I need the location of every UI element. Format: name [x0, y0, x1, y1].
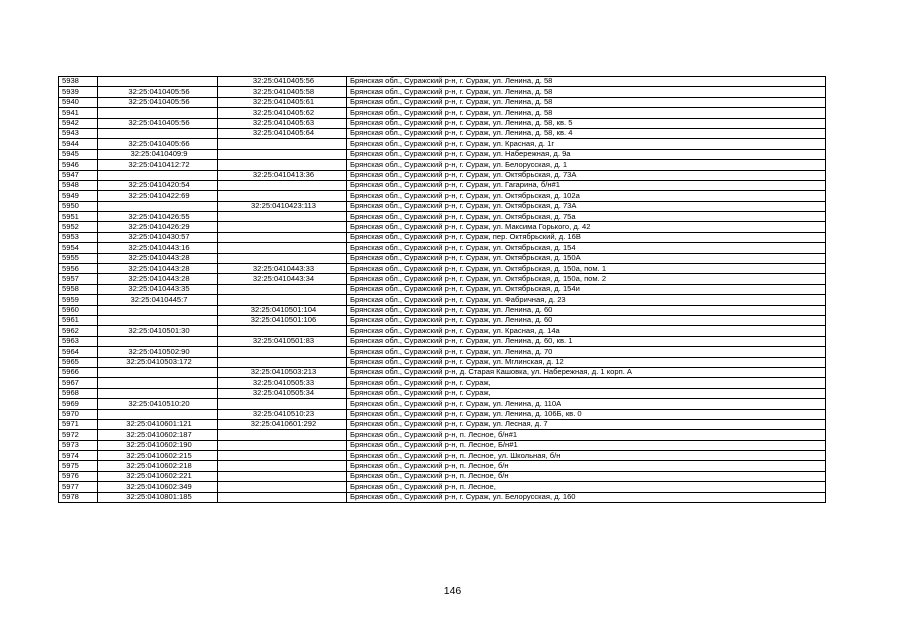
table-row	[59, 367, 826, 377]
new-cadastral-number-cell: 32:25:0410505:33	[218, 378, 347, 388]
row-number-cell: 5953	[59, 232, 98, 242]
table-row	[59, 201, 826, 211]
cadastral-number-cell: 32:25:0410502:90	[98, 347, 218, 357]
row-number-cell: 5977	[59, 482, 98, 492]
row-number-cell: 5951	[59, 212, 98, 222]
cadastral-number-cell	[98, 170, 218, 180]
address-cell: Брянская обл., Суражский р-н, г. Сураж, ул. Ленина, д. 58, кв. 5	[347, 118, 826, 128]
address-cell: Брянская обл., Суражский р-н, п. Лесное,	[347, 482, 826, 492]
table-row	[59, 388, 826, 398]
address-cell: Брянская обл., Суражский р-н, г. Сураж, ул. Гагарина, б/н#1	[347, 180, 826, 190]
address-cell: Брянская обл., Суражский р-н, г. Сураж, пер. Октябрьский, д. 16В	[347, 232, 826, 242]
table-row	[59, 378, 826, 388]
new-cadastral-number-cell: 32:25:0410443:33	[218, 264, 347, 274]
table-row	[59, 212, 826, 222]
new-cadastral-number-cell	[218, 212, 347, 222]
new-cadastral-number-cell: 32:25:0410505:34	[218, 388, 347, 398]
table-row	[59, 191, 826, 201]
new-cadastral-number-cell	[218, 232, 347, 242]
address-cell: Брянская обл., Суражский р-н, г. Сураж,	[347, 388, 826, 398]
table-row	[59, 160, 826, 170]
table-row	[59, 253, 826, 263]
new-cadastral-number-cell: 32:25:0410501:104	[218, 305, 347, 315]
address-cell: Брянская обл., Суражский р-н, г. Сураж, ул. Ленина, д. 106Б, кв. 0	[347, 409, 826, 419]
new-cadastral-number-cell	[218, 347, 347, 357]
new-cadastral-number-cell	[218, 160, 347, 170]
cadastral-number-cell: 32:25:0410601:121	[98, 419, 218, 429]
row-number-cell: 5952	[59, 222, 98, 232]
new-cadastral-number-cell: 32:25:0410501:106	[218, 315, 347, 325]
row-number-cell: 5942	[59, 118, 98, 128]
new-cadastral-number-cell: 32:25:0410423:113	[218, 201, 347, 211]
row-number-cell: 5940	[59, 97, 98, 107]
row-number-cell: 5967	[59, 378, 98, 388]
new-cadastral-number-cell: 32:25:0410405:58	[218, 87, 347, 97]
cadastral-number-cell: 32:25:0410602:215	[98, 451, 218, 461]
row-number-cell: 5945	[59, 149, 98, 159]
row-number-cell: 5963	[59, 336, 98, 346]
address-cell: Брянская обл., Суражский р-н, г. Сураж, ул. Октябрьская, д. 154и	[347, 284, 826, 294]
cadastral-number-cell	[98, 201, 218, 211]
cadastral-number-cell	[98, 378, 218, 388]
address-cell: Брянская обл., Суражский р-н, г. Сураж, ул. Ленина, д. 58, кв. 4	[347, 128, 826, 138]
row-number-cell: 5959	[59, 295, 98, 305]
row-number-cell: 5955	[59, 253, 98, 263]
new-cadastral-number-cell: 32:25:0410405:56	[218, 77, 347, 87]
table-row	[59, 180, 826, 190]
table-row	[59, 482, 826, 492]
row-number-cell: 5964	[59, 347, 98, 357]
table-row	[59, 243, 826, 253]
address-cell: Брянская обл., Суражский р-н, г. Сураж, ул. Октябрьская, д. 150а, пом. 1	[347, 264, 826, 274]
table-row	[59, 419, 826, 429]
table-row	[59, 440, 826, 450]
table-row	[59, 492, 826, 502]
table-row	[59, 77, 826, 87]
new-cadastral-number-cell: 32:25:0410443:34	[218, 274, 347, 284]
address-cell: Брянская обл., Суражский р-н, г. Сураж, ул. Максима Горького, д. 42	[347, 222, 826, 232]
address-cell: Брянская обл., Суражский р-н, г. Сураж, ул. Октябрьская, д. 102а	[347, 191, 826, 201]
cadastral-number-cell: 32:25:0410405:56	[98, 97, 218, 107]
table-row	[59, 430, 826, 440]
address-cell: Брянская обл., Суражский р-н, г. Сураж, ул. Ленина, д. 58	[347, 77, 826, 87]
cadastral-number-cell	[98, 128, 218, 138]
cadastral-number-cell: 32:25:0410510:20	[98, 399, 218, 409]
table-row	[59, 128, 826, 138]
table-row	[59, 399, 826, 409]
table-row	[59, 97, 826, 107]
address-cell: Брянская обл., Суражский р-н, г. Сураж, ул. Ленина, д. 60	[347, 305, 826, 315]
address-cell: Брянская обл., Суражский р-н, г. Сураж, ул. Ленина, д. 60, кв. 1	[347, 336, 826, 346]
new-cadastral-number-cell	[218, 461, 347, 471]
table-row	[59, 232, 826, 242]
cadastral-number-cell: 32:25:0410602:221	[98, 471, 218, 481]
new-cadastral-number-cell: 32:25:0410510:23	[218, 409, 347, 419]
table-row	[59, 108, 826, 118]
cadastral-number-cell: 32:25:0410443:28	[98, 264, 218, 274]
new-cadastral-number-cell	[218, 253, 347, 263]
table-row	[59, 336, 826, 346]
table-row	[59, 139, 826, 149]
registry-body	[59, 77, 826, 503]
row-number-cell: 5943	[59, 128, 98, 138]
table-row	[59, 451, 826, 461]
address-cell: Брянская обл., Суражский р-н, д. Старая Кашовка, ул. Набережная, д. 1 корп. А	[347, 367, 826, 377]
new-cadastral-number-cell	[218, 482, 347, 492]
table-row	[59, 326, 826, 336]
new-cadastral-number-cell	[218, 440, 347, 450]
cadastral-number-cell	[98, 108, 218, 118]
row-number-cell: 5948	[59, 180, 98, 190]
row-number-cell: 5954	[59, 243, 98, 253]
row-number-cell: 5970	[59, 409, 98, 419]
cadastral-number-cell: 32:25:0410420:54	[98, 180, 218, 190]
cadastral-number-cell: 32:25:0410426:29	[98, 222, 218, 232]
address-cell: Брянская обл., Суражский р-н, г. Сураж, ул. Мглинская, д. 12	[347, 357, 826, 367]
new-cadastral-number-cell	[218, 492, 347, 502]
cadastral-number-cell: 32:25:0410443:35	[98, 284, 218, 294]
row-number-cell: 5965	[59, 357, 98, 367]
new-cadastral-number-cell	[218, 222, 347, 232]
table-row	[59, 170, 826, 180]
address-cell: Брянская обл., Суражский р-н, г. Сураж, ул. Лесная, д. 7	[347, 419, 826, 429]
row-number-cell: 5961	[59, 315, 98, 325]
address-cell: Брянская обл., Суражский р-н, г. Сураж, ул. Октябрьская, д. 150А	[347, 253, 826, 263]
new-cadastral-number-cell	[218, 191, 347, 201]
cadastral-number-cell: 32:25:0410503:172	[98, 357, 218, 367]
new-cadastral-number-cell: 32:25:0410405:63	[218, 118, 347, 128]
new-cadastral-number-cell: 32:25:0410405:64	[218, 128, 347, 138]
row-number-cell: 5958	[59, 284, 98, 294]
row-number-cell: 5968	[59, 388, 98, 398]
cadastral-number-cell: 32:25:0410445:7	[98, 295, 218, 305]
table-row	[59, 149, 826, 159]
new-cadastral-number-cell: 32:25:0410413:36	[218, 170, 347, 180]
address-cell: Брянская обл., Суражский р-н, п. Лесное, б/н#1	[347, 430, 826, 440]
address-cell: Брянская обл., Суражский р-н, г. Сураж, ул. Октябрьская, д. 154	[347, 243, 826, 253]
address-cell: Брянская обл., Суражский р-н, г. Сураж, ул. Ленина, д. 58	[347, 87, 826, 97]
address-cell: Брянская обл., Суражский р-н, г. Сураж, ул. Белорусская, д. 160	[347, 492, 826, 502]
new-cadastral-number-cell	[218, 326, 347, 336]
cadastral-number-cell: 32:25:0410405:56	[98, 87, 218, 97]
row-number-cell: 5972	[59, 430, 98, 440]
row-number-cell: 5956	[59, 264, 98, 274]
table-row	[59, 118, 826, 128]
row-number-cell: 5960	[59, 305, 98, 315]
cadastral-number-cell: 32:25:0410412:72	[98, 160, 218, 170]
table-row	[59, 315, 826, 325]
table-row	[59, 295, 826, 305]
address-cell: Брянская обл., Суражский р-н, г. Сураж, ул. Ленина, д. 58	[347, 97, 826, 107]
cadastral-number-cell: 32:25:0410405:56	[98, 118, 218, 128]
new-cadastral-number-cell: 32:25:0410601:292	[218, 419, 347, 429]
new-cadastral-number-cell	[218, 451, 347, 461]
table-row	[59, 222, 826, 232]
new-cadastral-number-cell	[218, 149, 347, 159]
row-number-cell: 5941	[59, 108, 98, 118]
address-cell: Брянская обл., Суражский р-н, г. Сураж, ул. Ленина, д. 70	[347, 347, 826, 357]
row-number-cell: 5939	[59, 87, 98, 97]
cadastral-number-cell: 32:25:0410443:28	[98, 253, 218, 263]
table-row	[59, 305, 826, 315]
table-row	[59, 357, 826, 367]
table-row	[59, 347, 826, 357]
new-cadastral-number-cell	[218, 284, 347, 294]
cadastral-number-cell	[98, 77, 218, 87]
address-cell: Брянская обл., Суражский р-н, г. Сураж,	[347, 378, 826, 388]
cadastral-number-cell: 32:25:0410443:16	[98, 243, 218, 253]
cadastral-number-cell: 32:25:0410426:55	[98, 212, 218, 222]
cadastral-number-cell	[98, 305, 218, 315]
row-number-cell: 5946	[59, 160, 98, 170]
table-row	[59, 264, 826, 274]
new-cadastral-number-cell	[218, 243, 347, 253]
cadastral-number-cell	[98, 388, 218, 398]
new-cadastral-number-cell	[218, 357, 347, 367]
row-number-cell: 5966	[59, 367, 98, 377]
address-cell: Брянская обл., Суражский р-н, г. Сураж, ул. Набережная, д. 9а	[347, 149, 826, 159]
cadastral-number-cell: 32:25:0410409:9	[98, 149, 218, 159]
address-cell: Брянская обл., Суражский р-н, г. Сураж, ул. Ленина, д. 60	[347, 315, 826, 325]
address-cell: Брянская обл., Суражский р-н, г. Сураж, ул. Октябрьская, д. 73А	[347, 170, 826, 180]
cadastral-number-cell: 32:25:0410422:69	[98, 191, 218, 201]
new-cadastral-number-cell	[218, 471, 347, 481]
row-number-cell: 5974	[59, 451, 98, 461]
new-cadastral-number-cell: 32:25:0410405:61	[218, 97, 347, 107]
cadastral-number-cell: 32:25:0410602:190	[98, 440, 218, 450]
new-cadastral-number-cell	[218, 399, 347, 409]
cadastral-number-cell	[98, 367, 218, 377]
row-number-cell: 5969	[59, 399, 98, 409]
row-number-cell: 5976	[59, 471, 98, 481]
row-number-cell: 5975	[59, 461, 98, 471]
row-number-cell: 5957	[59, 274, 98, 284]
address-cell: Брянская обл., Суражский р-н, г. Сураж, ул. Ленина, д. 110А	[347, 399, 826, 409]
row-number-cell: 5950	[59, 201, 98, 211]
address-cell: Брянская обл., Суражский р-н, г. Сураж, ул. Октябрьская, д. 75а	[347, 212, 826, 222]
new-cadastral-number-cell	[218, 430, 347, 440]
cadastral-number-cell: 32:25:0410602:218	[98, 461, 218, 471]
new-cadastral-number-cell: 32:25:0410503:213	[218, 367, 347, 377]
cadastral-number-cell: 32:25:0410430:57	[98, 232, 218, 242]
address-cell: Брянская обл., Суражский р-н, п. Лесное, б/н	[347, 471, 826, 481]
cadastral-number-cell	[98, 315, 218, 325]
address-cell: Брянская обл., Суражский р-н, г. Сураж, ул. Красная, д. 1г	[347, 139, 826, 149]
property-registry-table	[58, 76, 826, 503]
new-cadastral-number-cell	[218, 295, 347, 305]
table-row	[59, 461, 826, 471]
address-cell: Брянская обл., Суражский р-н, п. Лесное, б/н	[347, 461, 826, 471]
row-number-cell: 5949	[59, 191, 98, 201]
row-number-cell: 5971	[59, 419, 98, 429]
cadastral-number-cell: 32:25:0410801:185	[98, 492, 218, 502]
address-cell: Брянская обл., Суражский р-н, г. Сураж, ул. Октябрьская, д. 73А	[347, 201, 826, 211]
row-number-cell: 5962	[59, 326, 98, 336]
new-cadastral-number-cell	[218, 180, 347, 190]
table-row	[59, 471, 826, 481]
address-cell: Брянская обл., Суражский р-н, г. Сураж, ул. Белорусская, д. 1	[347, 160, 826, 170]
new-cadastral-number-cell: 32:25:0410405:62	[218, 108, 347, 118]
row-number-cell: 5973	[59, 440, 98, 450]
address-cell: Брянская обл., Суражский р-н, г. Сураж, ул. Ленина, д. 58	[347, 108, 826, 118]
row-number-cell: 5978	[59, 492, 98, 502]
cadastral-number-cell	[98, 336, 218, 346]
page-number: 146	[443, 585, 462, 597]
cadastral-number-cell: 32:25:0410405:66	[98, 139, 218, 149]
address-cell: Брянская обл., Суражский р-н, п. Лесное, Б/н#1	[347, 440, 826, 450]
address-cell: Брянская обл., Суражский р-н, г. Сураж, ул. Фабричная, д. 23	[347, 295, 826, 305]
address-cell: Брянская обл., Суражский р-н, п. Лесное, ул. Школьная, б/н	[347, 451, 826, 461]
cadastral-number-cell: 32:25:0410602:187	[98, 430, 218, 440]
table-row	[59, 284, 826, 294]
row-number-cell: 5944	[59, 139, 98, 149]
table-row	[59, 87, 826, 97]
new-cadastral-number-cell: 32:25:0410501:83	[218, 336, 347, 346]
row-number-cell: 5938	[59, 77, 98, 87]
cadastral-number-cell	[98, 409, 218, 419]
table-row	[59, 409, 826, 419]
table-row	[59, 274, 826, 284]
cadastral-number-cell: 32:25:0410501:30	[98, 326, 218, 336]
cadastral-number-cell: 32:25:0410443:28	[98, 274, 218, 284]
cadastral-number-cell: 32:25:0410602:349	[98, 482, 218, 492]
address-cell: Брянская обл., Суражский р-н, г. Сураж, ул. Красная, д. 14а	[347, 326, 826, 336]
new-cadastral-number-cell	[218, 139, 347, 149]
row-number-cell: 5947	[59, 170, 98, 180]
address-cell: Брянская обл., Суражский р-н, г. Сураж, ул. Октябрьская, д. 150а, пом. 2	[347, 274, 826, 284]
